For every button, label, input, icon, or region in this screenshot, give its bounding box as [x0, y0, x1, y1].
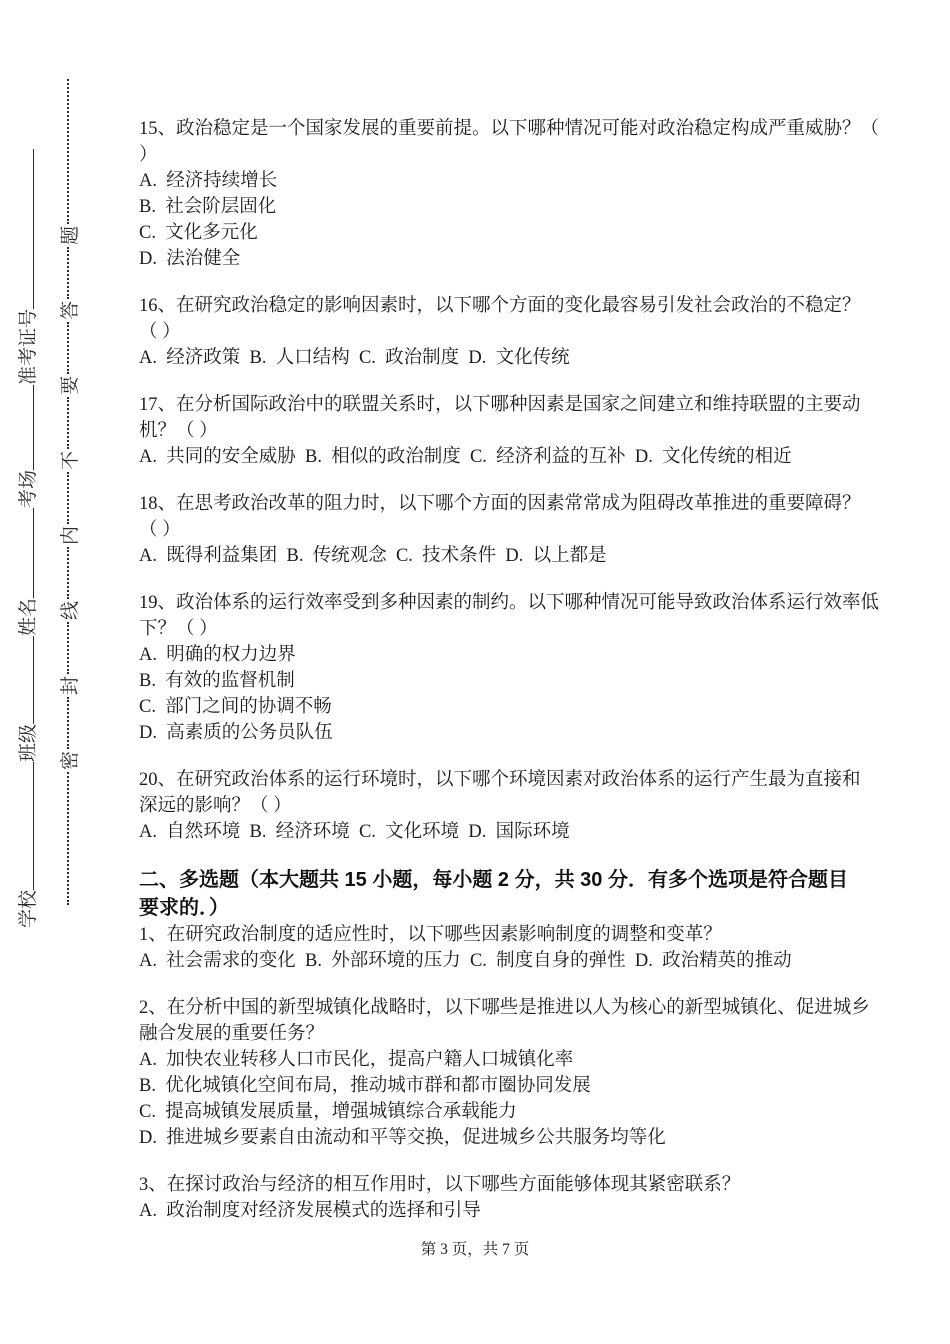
stem-line: 1、在研究政治制度的适应性时，以下哪些因素影响制度的调整和变革？ [139, 925, 722, 945]
seal-line [53, 100, 83, 905]
exam-content [139, 116, 880, 1245]
seal-char: 不 [59, 450, 81, 470]
question-19 [139, 590, 880, 746]
class-blank-line [33, 636, 34, 724]
option-d: D. 法治健全 [139, 249, 241, 269]
option-c: C. 部门之间的协调不畅 [139, 697, 332, 717]
option-d: D. 高素质的公务员队伍 [139, 723, 333, 743]
options-row: A. 社会需求的变化 B. 外部环境的压力 C. 制度自身的弹性 D. 政治精英的推动 [139, 951, 792, 971]
label-school: 学校 [18, 889, 39, 928]
seal-dots [67, 472, 69, 524]
seal-char: 密 [59, 750, 81, 770]
multi-question-3 [139, 1172, 859, 1224]
options-row: A. 共同的安全威胁 B. 相似的政治制度 C. 经济利益的互补 D. 文化传统的相近 [139, 447, 792, 467]
section-heading-line: 二、多选题（本大题共 15 小题，每小题 2 分，共 30 分．有多个选项是符合题目 [139, 869, 848, 891]
seal-char: 封 [59, 675, 81, 695]
label-admission-ticket-number: 准考证号 [18, 308, 39, 385]
question-15 [139, 116, 880, 272]
question-18 [139, 491, 859, 569]
page-footer: 第 3 页，共 7 页 [420, 1241, 530, 1258]
option-b: B. 社会阶层固化 [139, 197, 277, 217]
stem-line: 下？（ ） [139, 619, 218, 639]
seal-char: 内 [59, 525, 81, 545]
stem-line: 15、政治稳定是一个国家发展的重要前提。以下哪种情况可能对政治稳定构成严重威胁？（ [139, 119, 880, 139]
admission-ticket-blank-line [33, 149, 34, 309]
option-d: D. 推进城乡要素自由流动和平等交换，促进城乡公共服务均等化 [139, 1128, 666, 1148]
stem-line: 机？（ ） [139, 421, 218, 441]
option-a: A. 经济持续增长 [139, 171, 278, 191]
stem-line: 17、在分析国际政治中的联盟关系时，以下哪种因素是国家之间建立和维持联盟的主要动 [139, 395, 861, 415]
option-c: C. 文化多元化 [139, 223, 258, 243]
exam-room-blank-line [33, 385, 34, 470]
multi-question-1 [139, 922, 859, 974]
option-b: B. 有效的监督机制 [139, 671, 295, 691]
label-exam-room: 考场 [18, 469, 39, 508]
option-c: C. 提高城镇发展质量，增强城镇综合承载能力 [139, 1102, 517, 1122]
question-17 [139, 392, 859, 470]
seal-dots [67, 79, 69, 224]
stem-line: 3、在探讨政治与经济的相互作用时，以下哪些方面能够体现其紧密联系？ [139, 1175, 741, 1195]
seal-dots [67, 697, 69, 749]
seal-dots [67, 547, 69, 599]
question-20 [139, 767, 859, 845]
option-a: A. 加快农业转移人口市民化，提高户籍人口城镇化率 [139, 1050, 574, 1070]
seal-char: 要 [59, 375, 81, 395]
options-row: A. 既得利益集团 B. 传统观念 C. 技术条件 D. 以上都是 [139, 546, 607, 566]
option-a: A. 明确的权力边界 [139, 645, 296, 665]
seal-dots [67, 622, 69, 674]
label-name: 姓名 [18, 597, 39, 636]
question-16 [139, 293, 859, 371]
options-row: A. 经济政策 B. 人口结构 C. 政治制度 D. 文化传统 [139, 348, 570, 368]
seal-dots [67, 322, 69, 374]
multi-question-2 [139, 995, 870, 1151]
name-blank-line [33, 508, 34, 598]
stem-line: 19、政治体系的运行效率受到多种因素的制约。以下哪种情况可能导致政治体系运行效率低 [139, 593, 880, 613]
stem-line: 深远的影响？（ ） [139, 796, 292, 816]
seal-dots [67, 247, 69, 299]
stem-line: （ ） [139, 322, 181, 342]
stem-line: 2、在分析中国的新型城镇化战略时，以下哪些是推进以人为核心的新型城镇化、促进城乡 [139, 998, 870, 1018]
section-heading-line: 要求的．） [139, 897, 229, 919]
student-info-line [16, 83, 56, 928]
label-class: 班级 [18, 723, 39, 762]
school-blank-line [33, 762, 34, 890]
seal-dots [67, 772, 69, 905]
seal-dots [67, 397, 69, 449]
stem-line: ） [139, 145, 158, 165]
stem-line: 20、在研究政治体系的运行环境时，以下哪个环境因素对政治体系的运行产生最为直接和 [139, 770, 861, 790]
seal-char: 线 [59, 600, 81, 620]
stem-line: 16、在研究政治稳定的影响因素时，以下哪个方面的变化最容易引发社会政治的不稳定？ [139, 296, 861, 316]
stem-line: 融合发展的重要任务？ [139, 1024, 325, 1044]
stem-line: （ ） [139, 520, 181, 540]
seal-char: 答 [59, 300, 81, 320]
seal-char: 题 [59, 225, 81, 245]
options-row: A. 自然环境 B. 经济环境 C. 文化环境 D. 国际环境 [139, 822, 570, 842]
section-2-heading [139, 866, 859, 922]
stem-line: 18、在思考政治改革的阻力时，以下哪个方面的因素常常成为阻碍改革推进的重要障碍？ [139, 494, 861, 514]
option-a: A. 政治制度对经济发展模式的选择和引导 [139, 1201, 481, 1221]
option-b: B. 优化城镇化空间布局，推动城市群和都市圈协同发展 [139, 1076, 591, 1096]
